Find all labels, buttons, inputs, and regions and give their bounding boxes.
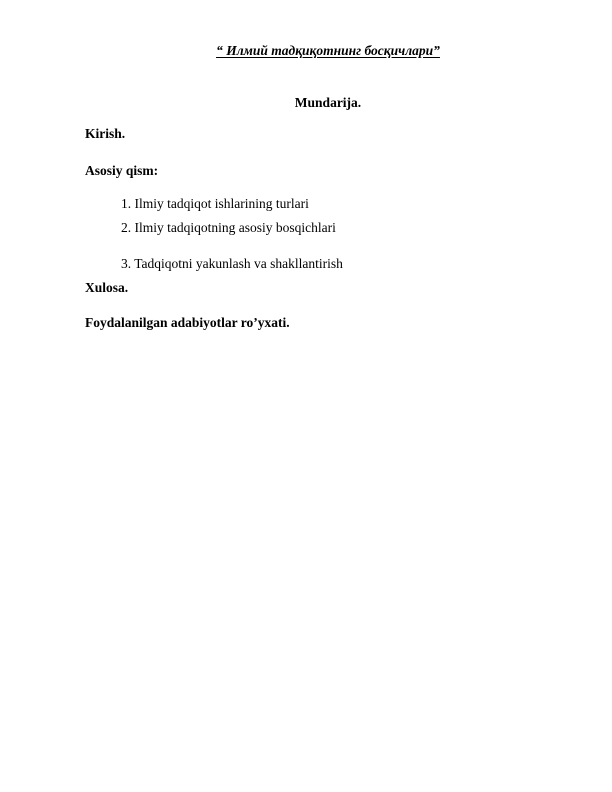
toc-references: Foydalanilgan adabiyotlar ro’yxati. (85, 315, 290, 330)
toc-item-1: 1. Ilmiy tadqiqot ishlarining turlari (121, 196, 309, 211)
document-title (0, 43, 612, 59)
toc-conclusion: Xulosa. (85, 280, 129, 295)
toc-item-2: 2. Ilmiy tadqiqotning asosiy bosqichlari (121, 220, 336, 235)
document-title-text: “ Илмий тадқиқотнинг босқичлари” (216, 43, 440, 58)
toc-heading: Mundarija. (294, 95, 362, 110)
toc-main-part: Asosiy qism: (85, 163, 159, 178)
toc-item-3: 3. Tadqiqotni yakunlash va shakllantirish (121, 256, 343, 271)
toc-introduction: Kirish. (85, 126, 126, 141)
